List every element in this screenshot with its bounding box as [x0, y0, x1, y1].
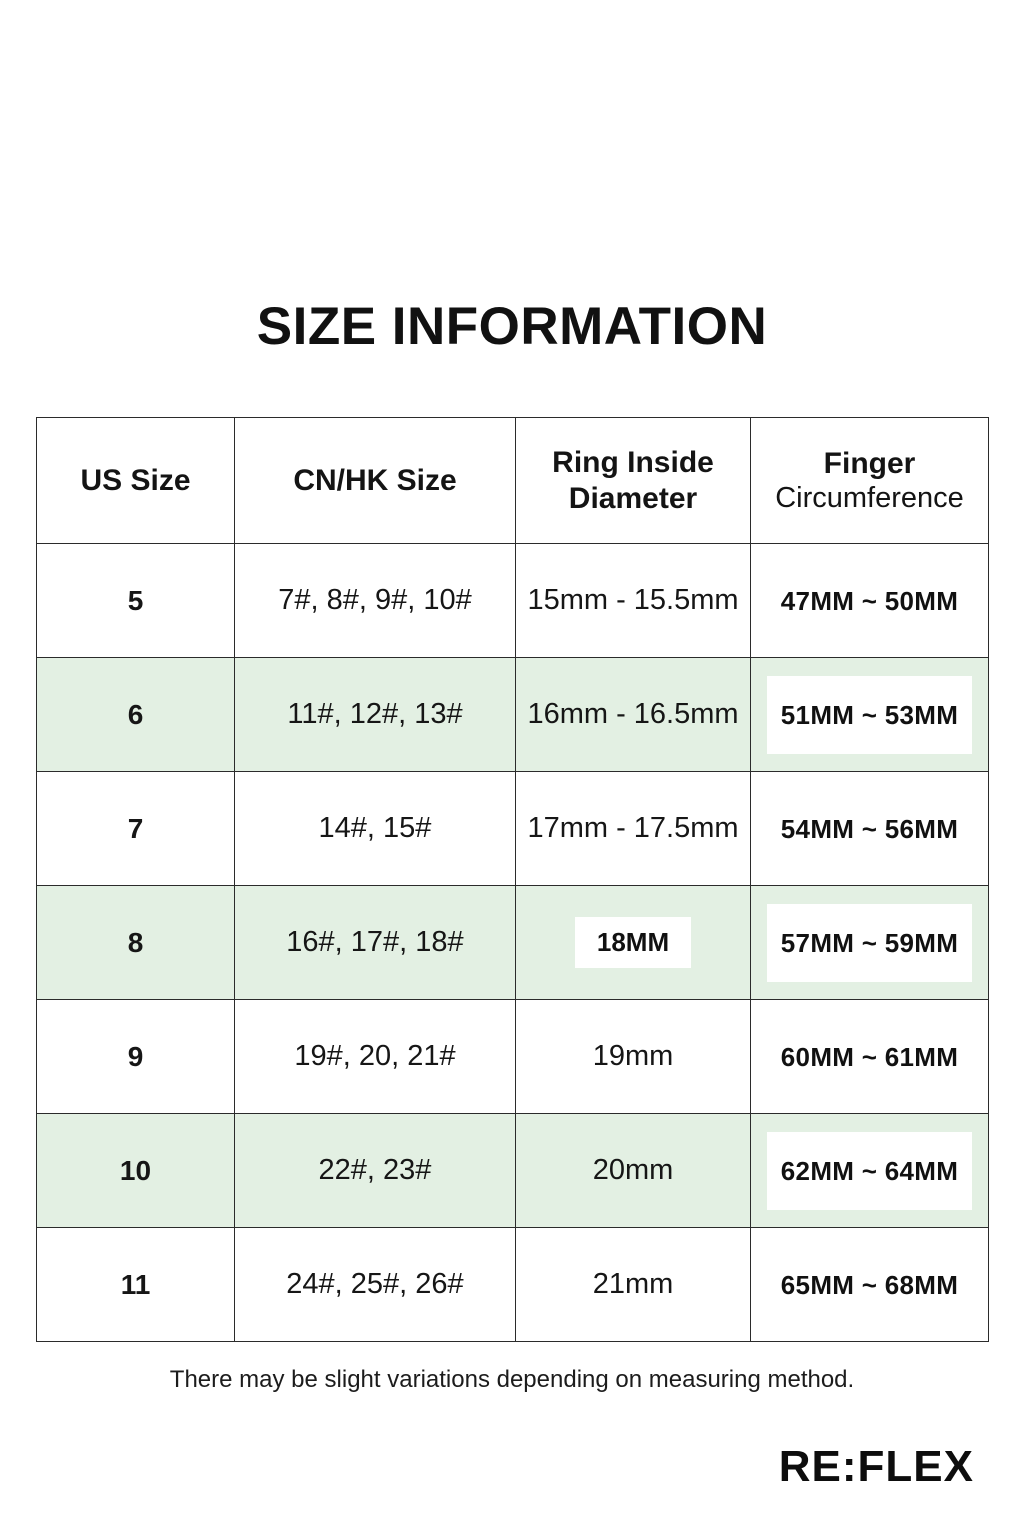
column-header-us-size: US Size — [37, 418, 235, 544]
cell-us-size: 5 — [37, 544, 235, 658]
circumference-value: 62MM ~ 64MM — [767, 1132, 972, 1210]
size-table — [36, 417, 989, 1342]
cell-cn-hk-size: 11#, 12#, 13# — [235, 658, 516, 772]
cell-finger-circumference — [751, 1228, 989, 1342]
circumference-value: 47MM ~ 50MM — [771, 576, 968, 626]
cell-cn-hk-size: 22#, 23# — [235, 1114, 516, 1228]
diameter-value: 17mm - 17.5mm — [527, 812, 739, 844]
circumference-value: 57MM ~ 59MM — [767, 904, 972, 982]
cell-us-size: 7 — [37, 772, 235, 886]
cell-cn-hk-size: 16#, 17#, 18# — [235, 886, 516, 1000]
table-row — [37, 544, 989, 658]
cell-cn-hk-size: 7#, 8#, 9#, 10# — [235, 544, 516, 658]
table-header — [37, 418, 989, 544]
finger-header-line2: Circumference — [775, 482, 964, 515]
table-row — [37, 1114, 989, 1228]
cell-finger-circumference — [751, 1114, 989, 1228]
page-title: SIZE INFORMATION — [256, 297, 768, 356]
column-header-finger-circumference — [751, 418, 989, 544]
cell-ring-inside-diameter — [516, 658, 751, 772]
cell-ring-inside-diameter — [516, 1000, 751, 1114]
circumference-value: 60MM ~ 61MM — [771, 1032, 968, 1082]
cell-cn-hk-size: 19#, 20, 21# — [235, 1000, 516, 1114]
cell-finger-circumference — [751, 658, 989, 772]
cell-finger-circumference — [751, 544, 989, 658]
cell-ring-inside-diameter — [516, 1228, 751, 1342]
finger-header-line1: Finger — [823, 446, 916, 480]
circumference-value: 51MM ~ 53MM — [767, 676, 972, 754]
diameter-value: 19mm — [592, 1040, 674, 1072]
size-table-container — [36, 417, 988, 1342]
cell-finger-circumference — [751, 886, 989, 1000]
cell-us-size: 10 — [37, 1114, 235, 1228]
diameter-value: 18MM — [575, 917, 691, 968]
cell-cn-hk-size: 14#, 15# — [235, 772, 516, 886]
cell-cn-hk-size: 24#, 25#, 26# — [235, 1228, 516, 1342]
table-row — [37, 772, 989, 886]
table-row — [37, 1228, 989, 1342]
column-header-cn-hk-size: CN/HK Size — [235, 418, 516, 544]
table-header-row — [37, 418, 989, 544]
cell-ring-inside-diameter — [516, 1114, 751, 1228]
cell-ring-inside-diameter — [516, 544, 751, 658]
cell-us-size: 11 — [37, 1228, 235, 1342]
diameter-value: 16mm - 16.5mm — [527, 698, 739, 730]
column-header-ring-inside-diameter: Ring Inside Diameter — [516, 418, 751, 544]
cell-ring-inside-diameter — [516, 772, 751, 886]
cell-us-size: 6 — [37, 658, 235, 772]
cell-finger-circumference — [751, 1000, 989, 1114]
cell-us-size: 9 — [37, 1000, 235, 1114]
table-row — [37, 658, 989, 772]
circumference-value: 54MM ~ 56MM — [771, 804, 968, 854]
cell-finger-circumference — [751, 772, 989, 886]
diameter-value: 21mm — [592, 1268, 674, 1300]
table-body — [37, 544, 989, 1342]
diameter-value: 20mm — [592, 1154, 674, 1186]
footnote: There may be slight variations depending on measuring method. — [169, 1366, 855, 1393]
table-row — [37, 1000, 989, 1114]
table-row — [37, 886, 989, 1000]
cell-ring-inside-diameter — [516, 886, 751, 1000]
cell-us-size: 8 — [37, 886, 235, 1000]
circumference-value: 65MM ~ 68MM — [771, 1260, 968, 1310]
brand-logo: RE:FLEX — [778, 1442, 974, 1491]
diameter-value: 15mm - 15.5mm — [527, 584, 739, 616]
